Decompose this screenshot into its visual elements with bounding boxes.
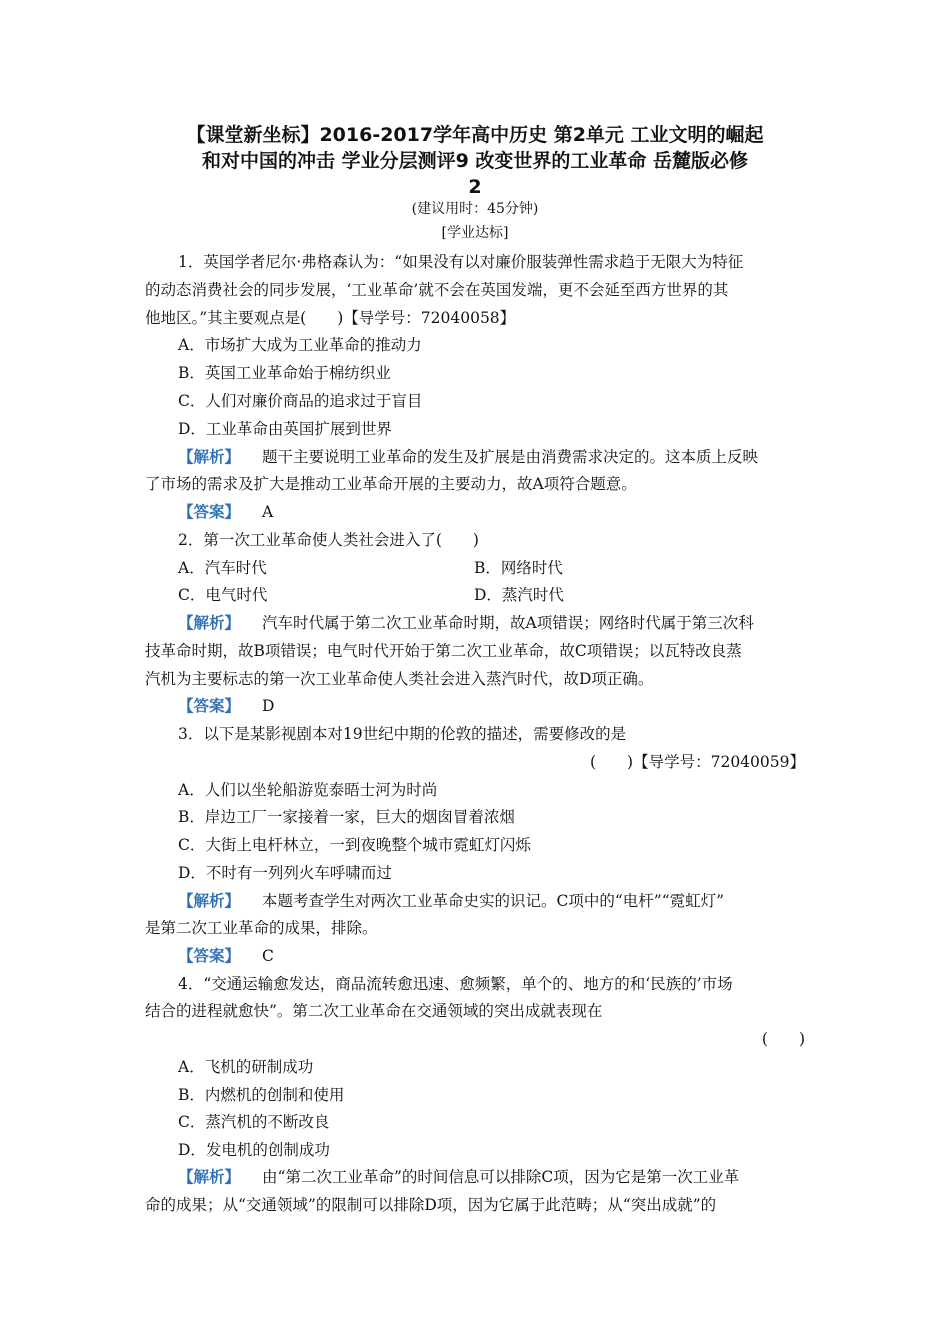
answer-tag: 【答案】 xyxy=(178,696,241,715)
q1-analysis-line: 了市场的需求及扩大是推动工业革命开展的主要动力，故A项符合题意。 xyxy=(145,475,637,493)
q2-analysis-text: 汽车时代属于第二次工业革命时期，故A项错误；网络时代属于第三次科 xyxy=(262,614,754,632)
q2-option-a: A．汽车时代 xyxy=(178,559,267,577)
q3-option-a: A．人们以坐轮船游览泰晤士河为时尚 xyxy=(178,781,438,799)
q1-answer-value: A xyxy=(262,503,274,521)
document-title xyxy=(120,122,830,200)
time-note: (建议用时：45分钟) xyxy=(411,201,539,217)
q3-option-d: D．不时有一列列火车呼啸而过 xyxy=(178,864,392,882)
q3-option-c: C．大街上电杆林立，一到夜晚整个城市霓虹灯闪烁 xyxy=(178,836,531,854)
q2-analysis-line xyxy=(178,612,810,634)
analysis-tag: 【解析】 xyxy=(178,447,241,466)
q4-stem-bracket: ( ) xyxy=(761,1030,805,1048)
q3-analysis-line: 是第二次工业革命的成果，排除。 xyxy=(145,919,378,937)
q2-answer-line xyxy=(178,695,810,717)
q3-stem: 3．以下是某影视剧本对19世纪中期的伦敦的描述，需要修改的是 xyxy=(178,725,627,743)
title-line: 2 xyxy=(468,176,482,198)
q4-option-c: C．蒸汽机的不断改良 xyxy=(178,1113,330,1131)
analysis-tag: 【解析】 xyxy=(178,1167,241,1186)
q3-analysis-text: 本题考查学生对两次工业革命史实的识记。C项中的“电杆”“霓虹灯” xyxy=(262,892,725,910)
q3-answer-value: C xyxy=(262,947,274,965)
q4-stem-line: 结合的进程就愈快”。第二次工业革命在交通领域的突出成就表现在 xyxy=(145,1002,603,1020)
analysis-tag: 【解析】 xyxy=(178,613,241,632)
q2-analysis-line: 汽机为主要标志的第一次工业革命使人类社会进入蒸汽时代，故D项正确。 xyxy=(145,670,654,688)
q4-analysis-text: 由“第二次工业革命”的时间信息可以排除C项，因为它是第一次工业革 xyxy=(262,1168,740,1186)
q1-stem-line: 的动态消费社会的同步发展，‘工业革命’就不会在英国发端，更不会延至西方世界的其 xyxy=(145,281,729,299)
analysis-tag: 【解析】 xyxy=(178,891,241,910)
title-line: 和对中国的冲击 学业分层测评9 改变世界的工业革命 岳麓版必修 xyxy=(201,150,749,172)
q1-option-c: C．人们对廉价商品的追求过于盲目 xyxy=(178,392,423,410)
q1-option-a: A．市场扩大成为工业革命的推动力 xyxy=(178,336,422,354)
q3-answer-line xyxy=(178,945,810,967)
q2-answer-value: D xyxy=(262,697,275,715)
q1-analysis-text: 题干主要说明工业革命的发生及扩展是由消费需求决定的。这本质上反映 xyxy=(262,448,759,466)
q1-option-b: B．英国工业革命始于棉纺织业 xyxy=(178,364,391,382)
q4-option-a: A．飞机的研制成功 xyxy=(178,1058,314,1076)
q2-option-d: D．蒸汽时代 xyxy=(474,586,564,604)
q2-option-b: B．网络时代 xyxy=(474,559,563,577)
q4-stem-line: 4．“交通运输愈发达，商品流转愈迅速、愈频繁，单个的、地方的和‘民族的’市场 xyxy=(178,975,733,993)
answer-tag: 【答案】 xyxy=(178,502,241,521)
q3-stem-ref: ( )【导学号：72040059】 xyxy=(590,753,805,771)
q1-stem-line: 1．英国学者尼尔·弗格森认为：“如果没有以对廉价服装弹性需求趋于无限大为特征 xyxy=(178,253,744,271)
q4-option-b: B．内燃机的创制和使用 xyxy=(178,1086,345,1104)
q2-analysis-line: 技革命时期，故B项错误；电气时代开始于第二次工业革命，故C项错误；以瓦特改良蒸 xyxy=(145,642,742,660)
q1-stem-line: 他地区。”其主要观点是( )【导学号：72040058】 xyxy=(145,309,516,327)
q3-analysis-line xyxy=(178,890,810,912)
q1-analysis-line xyxy=(178,446,810,468)
q4-option-d: D．发电机的创制成功 xyxy=(178,1141,330,1159)
q2-stem: 2．第一次工业革命使人类社会进入了( ) xyxy=(178,531,479,549)
q1-option-d: D．工业革命由英国扩展到世界 xyxy=(178,420,392,438)
q3-option-b: B．岸边工厂一家接着一家，巨大的烟囱冒着浓烟 xyxy=(178,808,515,826)
title-line: 【课堂新坐标】2016-2017学年高中历史 第2单元 工业文明的崛起 xyxy=(186,124,764,146)
answer-tag: 【答案】 xyxy=(178,946,241,965)
q4-analysis-line: 命的成果；从“交通领域”的限制可以排除D项，因为它属于此范畴；从“突出成就”的 xyxy=(145,1196,717,1214)
section-heading: [学业达标] xyxy=(441,225,509,241)
q1-answer-line xyxy=(178,501,810,523)
q4-analysis-line xyxy=(178,1166,810,1188)
q2-option-c: C．电气时代 xyxy=(178,586,268,604)
